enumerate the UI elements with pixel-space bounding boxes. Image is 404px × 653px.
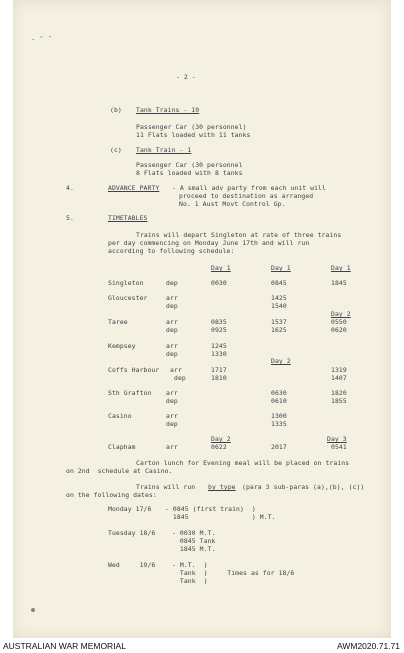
para-c-line1: Passenger Car (30 personnel xyxy=(136,161,243,169)
table-cell: dep xyxy=(166,326,178,334)
table-cell: 1537 xyxy=(271,318,287,326)
table-cell: dep xyxy=(166,350,178,358)
table-cell: 1335 xyxy=(271,420,287,428)
para-b-line2: 11 Flats loaded with 11 tanks xyxy=(136,131,251,139)
table-cell: 2017 xyxy=(271,443,287,451)
para5-line1: Trains will depart Singleton at rate of three trains xyxy=(136,231,342,239)
table-cell: arr xyxy=(166,294,178,302)
carton-line2: on 2nd schedule at Casino. xyxy=(66,467,173,475)
monday-label: Monday 17/6 xyxy=(108,505,152,513)
col3-day2-label: Day 2 xyxy=(331,310,351,318)
station-sth-grafton: Sth Grafton xyxy=(108,389,152,397)
col2-day2-label: Day 2 xyxy=(271,357,291,365)
table-cell: 1810 xyxy=(211,374,227,382)
para5-title: TIMETABLES xyxy=(108,214,148,222)
table-cell: 1407 xyxy=(331,374,347,382)
carton-line1: Carton lunch for Evening meal will be placed on trains xyxy=(136,459,350,467)
table-cell: 1717 xyxy=(211,366,227,374)
para5-line2: per day commencing on Monday June 17th and will run xyxy=(108,239,310,247)
para-c-line2: 8 Flats loaded with 8 tanks xyxy=(136,169,243,177)
footer-identifier: AWM2020.71.71 xyxy=(337,641,400,651)
station-kempsey: Kempsey xyxy=(108,342,136,350)
table-cell: 1820 xyxy=(331,389,347,397)
table-cell: 1625 xyxy=(271,326,287,334)
footer-bar xyxy=(0,638,404,653)
station-taree: Taree xyxy=(108,318,128,326)
table-cell: arr xyxy=(170,366,182,374)
table-cell: 0030 xyxy=(211,279,227,287)
punch-hole xyxy=(31,608,35,612)
table-cell: 0622 xyxy=(211,443,227,451)
station-coffs-harbour: Coffs Harbour xyxy=(108,366,160,374)
wednesday-line1: - M.T. ) xyxy=(172,561,208,569)
table-cell: 1300 xyxy=(271,412,287,420)
type-line2: on the following dates: xyxy=(66,491,157,499)
table-cell: 0541 xyxy=(331,443,347,451)
table-cell: 0620 xyxy=(331,326,347,334)
para5-number: 5. xyxy=(66,214,74,222)
table-cell: 1855 xyxy=(331,397,347,405)
station-gloucester: Gloucester xyxy=(108,294,148,302)
table-cell: 0630 xyxy=(271,389,287,397)
table-cell: arr xyxy=(166,412,178,420)
para5-line3: according to following schedule: xyxy=(108,247,235,255)
tuesday-label: Tuesday 18/6 xyxy=(108,529,156,537)
table-cell: 1845 xyxy=(331,279,347,287)
tuesday-line1: - 0030 M.T. xyxy=(172,529,216,537)
page-number: - 2 - xyxy=(176,73,196,81)
table-cell: arr xyxy=(166,342,178,350)
station-casino: Casino xyxy=(108,412,132,420)
monday-line1: - 0845 (first train) ) xyxy=(165,505,256,513)
para4-number: 4. xyxy=(66,184,74,192)
table-cell: 1245 xyxy=(211,342,227,350)
table-cell: 0925 xyxy=(211,326,227,334)
table-cell: arr xyxy=(166,318,178,326)
table-cell: 1330 xyxy=(211,350,227,358)
col2-header: Day 1 xyxy=(271,264,291,272)
table-cell: dep xyxy=(166,420,178,428)
tuesday-line2: 0845 Tank xyxy=(172,537,216,545)
station-clapham: Clapham xyxy=(108,443,136,451)
table-cell: 1540 xyxy=(271,302,287,310)
para4-line2: proceed to destination as arranged xyxy=(179,192,314,200)
wednesday-label: Wed 19/6 xyxy=(108,561,156,569)
wednesday-line2: Tank ) Times as for 18/6 xyxy=(172,569,295,577)
table-cell: 0845 xyxy=(271,279,287,287)
table-cell: dep xyxy=(166,302,178,310)
wednesday-line3: Tank ) xyxy=(172,577,208,585)
table-cell: 0835 xyxy=(211,318,227,326)
table-cell: arr xyxy=(166,443,178,451)
ink-mark: · ˜ ˉ xyxy=(31,36,53,44)
table-cell: 1425 xyxy=(271,294,287,302)
para-c-letter: (c) xyxy=(110,146,122,154)
station-singleton: Singleton xyxy=(108,279,144,287)
table-cell: arr xyxy=(166,389,178,397)
monday-line2: 1845 ) M.T. xyxy=(165,513,276,521)
col3-header: Day 1 xyxy=(331,264,351,272)
col1-header: Day 1 xyxy=(211,264,231,272)
type-line1-a: Trains will run xyxy=(136,483,196,491)
table-cell: dep xyxy=(166,279,178,287)
col1-day2-label: Day 2 xyxy=(211,435,231,443)
tuesday-line3: 1845 M.T. xyxy=(172,545,216,553)
para4-title: ADVANCE PARTY xyxy=(108,184,160,192)
para-b-line1: Passenger Car (30 personnel) xyxy=(136,123,247,131)
table-cell: 0550 xyxy=(331,318,347,326)
col3-day3-label: Day 3 xyxy=(327,435,347,443)
type-line1-c: (para 3 sub-paras (a),(b), (c)) xyxy=(242,483,365,491)
type-line1-b: by type xyxy=(208,483,236,491)
para-b-letter: (b) xyxy=(110,106,122,114)
table-cell: dep xyxy=(166,397,178,405)
para4-line3: No. 1 Aust Movt Control Gp. xyxy=(179,200,286,208)
table-cell: 1319 xyxy=(331,366,347,374)
table-cell: dep xyxy=(174,374,186,382)
table-cell: 0610 xyxy=(271,397,287,405)
para-b-title: Tank Trains - 10 xyxy=(136,106,200,114)
para4-line1: - A small adv party from each unit will xyxy=(172,184,326,192)
para-c-title: Tank Train - 1 xyxy=(136,146,192,154)
footer-source: AUSTRALIAN WAR MEMORIAL xyxy=(3,641,126,651)
